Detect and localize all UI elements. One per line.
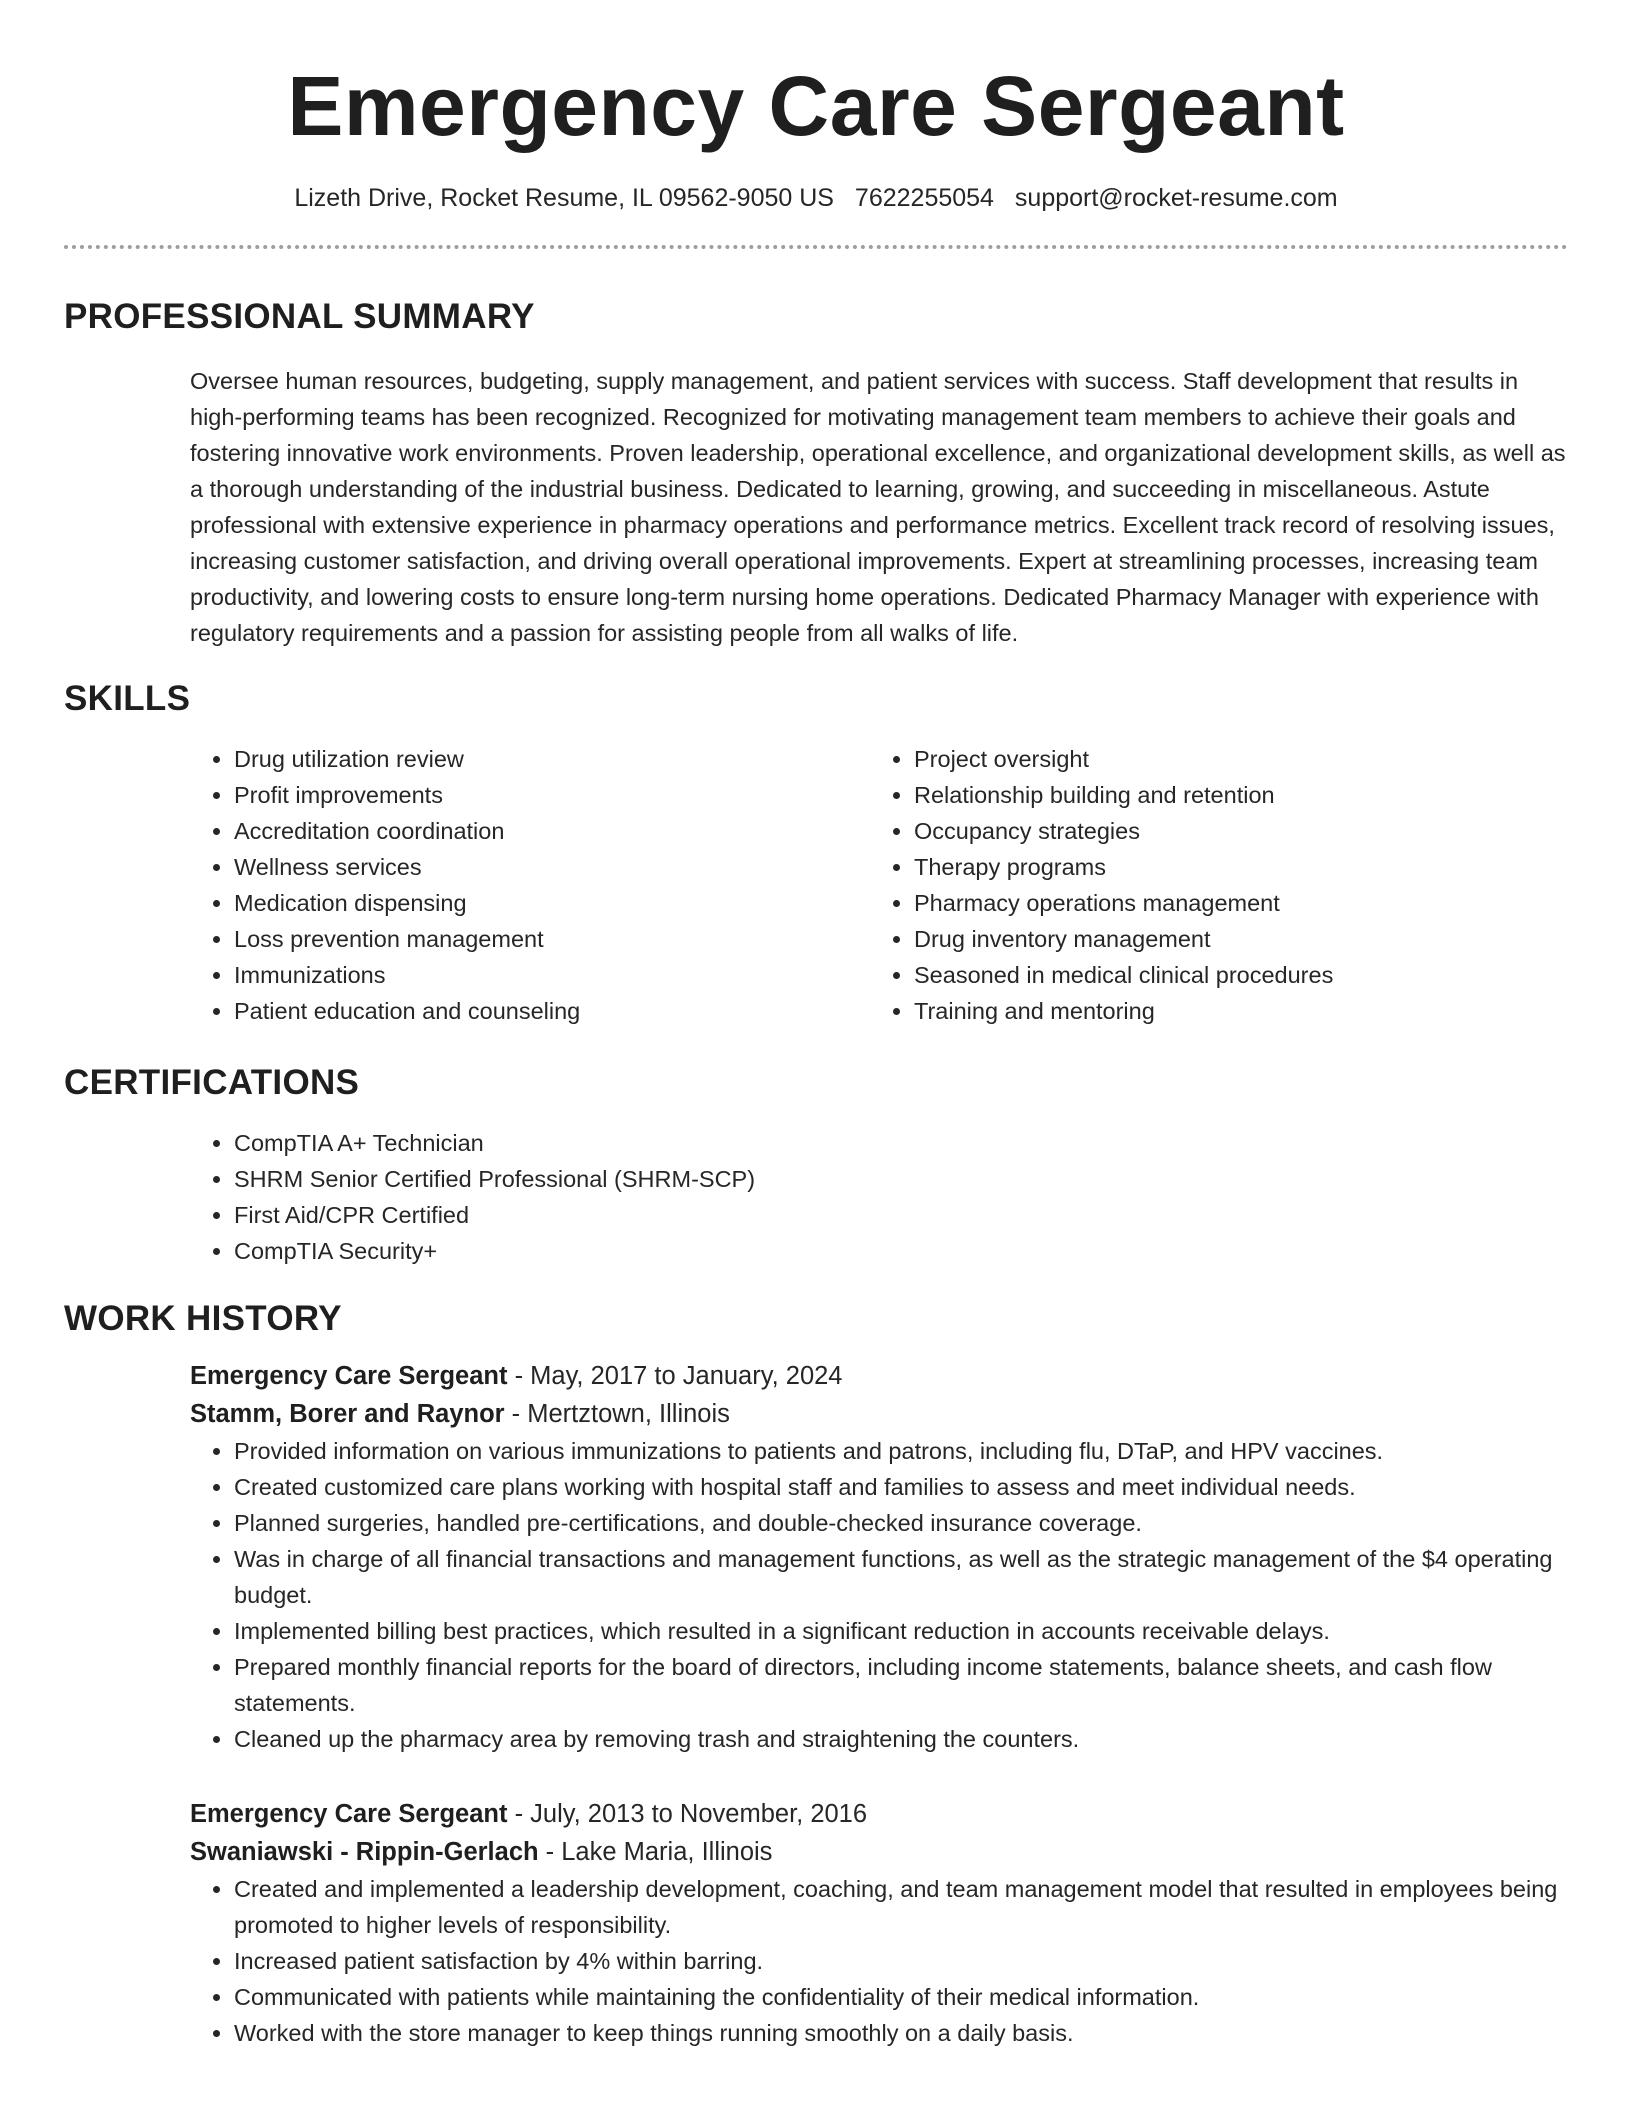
skill-item: • Medication dispensing (234, 885, 870, 921)
job-title-line (190, 1357, 1568, 1395)
job-location: - Mertztown, Illinois (504, 1400, 730, 1428)
job-duty: • Created customized care plans working with hospital staff and families to assess and meet individual needs. (234, 1469, 1568, 1505)
job-duty: • Implemented billing best practices, which resulted in a significant reduction in accounts receivable delays. (234, 1613, 1568, 1649)
job-duty: • Increased patient satisfaction by 4% within barring. (234, 1943, 1568, 1979)
skill-item: • Drug utilization review (234, 741, 870, 777)
job-duty: • Communicated with patients while maintaining the confidentiality of their medical information. (234, 1979, 1568, 2015)
summary-text: Oversee human resources, budgeting, supply management, and patient services with success. Staff development that results in high-performing teams has been recognized. Recognized for motivating management team members to achieve their goals and fostering innovative work environments. Proven leadership, operational excellence, and organizational development skills, as well as a thorough understanding of the industrial business. Dedicated to learning, growing, and succeeding in miscellaneous. Astute professional with extensive experience in pharmacy operations and performance metrics. Excellent track record of resolving issues, increasing customer satisfaction, and driving overall operational improvements. Expert at streamlining processes, increasing team productivity, and lowering costs to ensure long-term nursing home operations. Dedicated Pharmacy Manager with experience with regulatory requirements and a passion for assisting people from all walks of life. (190, 368, 1566, 646)
skill-item: • Training and mentoring (914, 993, 1550, 1029)
skill-item: • Drug inventory management (914, 921, 1550, 957)
skill-item: • Therapy programs (914, 849, 1550, 885)
skill-item: • Occupancy strategies (914, 813, 1550, 849)
job-role: Emergency Care Sergeant (190, 1800, 508, 1828)
job-duty: • Worked with the store manager to keep things running smoothly on a daily basis. (234, 2015, 1568, 2051)
certification-item: • SHRM Senior Certified Professional (SHRM-SCP) (234, 1161, 1568, 1197)
job-company: Swaniawski - Rippin-Gerlach (190, 1838, 539, 1866)
job-company: Stamm, Borer and Raynor (190, 1400, 505, 1428)
contact-email[interactable]: support@rocket-resume.com (1014, 184, 1338, 212)
certification-item: • First Aid/CPR Certified (234, 1197, 1568, 1233)
summary-heading: PROFESSIONAL SUMMARY (64, 297, 535, 336)
job-duty: • Planned surgeries, handled pre-certifications, and double-checked insurance coverage. (234, 1505, 1568, 1541)
job-role: Emergency Care Sergeant (190, 1362, 508, 1390)
resume-page (64, 0, 1568, 2051)
job-duty: • Created and implemented a leadership development, coaching, and team management model that resulted in employees being promoted to higher levels of responsibility. (234, 1871, 1568, 1943)
skills-column-left (190, 741, 870, 1029)
skill-item: • Wellness services (234, 849, 870, 885)
job-location: - Lake Maria, Illinois (538, 1838, 773, 1866)
skill-item: • Immunizations (234, 957, 870, 993)
skill-item: • Pharmacy operations management (914, 885, 1550, 921)
job-entry (190, 1795, 1568, 2051)
skill-item: • Profit improvements (234, 777, 870, 813)
skills-list-right (870, 741, 1550, 1029)
skills-grid (190, 741, 1568, 1029)
certification-item: • CompTIA Security+ (234, 1233, 1568, 1269)
skill-item: • Relationship building and retention (914, 777, 1550, 813)
job-company-line (190, 1395, 1568, 1433)
job-duty: • Provided information on various immunizations to patients and patrons, including flu, DTaP, and HPV vaccines. (234, 1433, 1568, 1469)
contact-line (64, 184, 1568, 213)
skills-heading: SKILLS (64, 679, 191, 718)
skill-item: • Accreditation coordination (234, 813, 870, 849)
certifications-block (190, 1125, 1568, 1269)
contact-phone: 7622255054 (854, 184, 994, 212)
skill-item: • Seasoned in medical clinical procedures (914, 957, 1550, 993)
certification-item: • CompTIA A+ Technician (234, 1125, 1568, 1161)
job-duties-list (190, 1871, 1568, 2051)
certifications-heading: CERTIFICATIONS (64, 1063, 360, 1102)
job-duties-list (190, 1433, 1568, 1757)
job-duty: • Cleaned up the pharmacy area by removing trash and straightening the counters. (234, 1721, 1568, 1757)
skills-list-left (190, 741, 870, 1029)
skill-item: • Project oversight (914, 741, 1550, 777)
work-history-heading: WORK HISTORY (64, 1299, 342, 1338)
job-dates: - May, 2017 to January, 2024 (507, 1362, 843, 1390)
job-duty: • Prepared monthly financial reports for the board of directors, including income statements, balance sheets, and cash flow statements. (234, 1649, 1568, 1721)
certifications-list (190, 1125, 1568, 1269)
skills-column-right (870, 741, 1550, 1029)
candidate-name: Emergency Care Sergeant (287, 59, 1345, 153)
job-entry (190, 1357, 1568, 1757)
skill-item: • Patient education and counseling (234, 993, 870, 1029)
skill-item: • Loss prevention management (234, 921, 870, 957)
job-dates: - July, 2013 to November, 2016 (507, 1800, 868, 1828)
job-company-line (190, 1833, 1568, 1871)
job-duty: • Was in charge of all financial transactions and management functions, as well as the strategic management of the $4 operating budget. (234, 1541, 1568, 1613)
header-divider (64, 245, 1568, 249)
contact-address: Lizeth Drive, Rocket Resume, IL 09562-9050 US (294, 184, 834, 212)
job-title-line (190, 1795, 1568, 1833)
